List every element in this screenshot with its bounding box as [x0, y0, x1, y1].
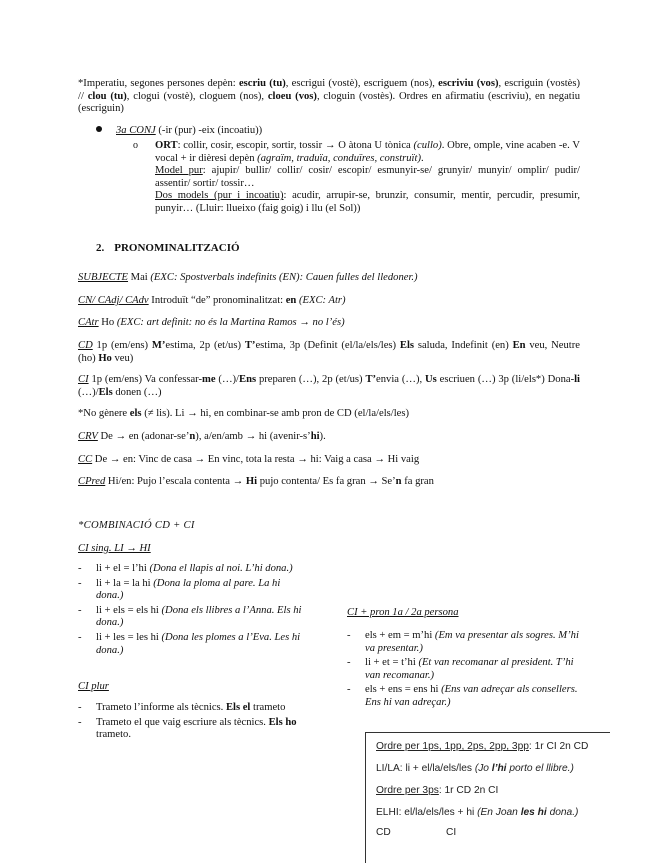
list-item	[78, 605, 308, 630]
conj3-heading	[116, 125, 262, 138]
list-item	[78, 632, 308, 657]
row-cpred	[78, 476, 580, 489]
text: De → en: Vinc de casa → En vinc, tota la resta → hi: Vaig a casa → Hi vaig	[92, 454, 420, 465]
bold-text: T’	[365, 374, 377, 385]
model-pur-paragraph	[155, 165, 580, 190]
bold-text: cloeu (vos)	[267, 90, 317, 102]
example: dona.)	[546, 807, 579, 818]
bold-text: Els	[98, 386, 113, 398]
example: (Dona el llapis al noi. L’hi dona.)	[149, 563, 293, 574]
row-label: CI	[78, 374, 89, 385]
dash: -	[347, 684, 351, 696]
box-row	[376, 807, 578, 820]
text: , escriguin (vostès) //	[78, 78, 580, 102]
bold-text: clou (tu)	[87, 90, 127, 102]
section-title: PRONOMINALITZACIÓ	[114, 242, 240, 254]
row-subjecte	[78, 272, 580, 285]
text: veu, Neutre (ho)	[78, 340, 580, 364]
text: CD	[376, 827, 391, 838]
text: (-ir (pur) -eix (incoatiu))	[155, 125, 263, 136]
text: : acudir, arrupir-se, brunzir, consumir, mentir, percudir, presumir, punyir… (Lluir: llueixo (faig goig) i llu (el Sol))	[155, 190, 580, 214]
text: escriuen (…) 3p (li/els*) Dona-	[436, 374, 575, 385]
example: (EXC: Spostverbals indefinits (EN): Cauen fulles del lledoner.)	[150, 272, 418, 283]
bold-text: T’	[244, 340, 256, 351]
bold-text: Us	[425, 374, 437, 385]
bold-text: Ho	[98, 352, 112, 364]
bold-text: en	[285, 295, 297, 306]
text: trameto.	[96, 729, 132, 741]
bold-text: Els ho	[268, 716, 297, 728]
text: *No gènere	[78, 408, 130, 419]
text: 1p (em/ens)	[92, 340, 152, 351]
text: (…)/	[215, 374, 240, 385]
text: ).	[319, 431, 326, 442]
row-label: CPred	[78, 476, 106, 487]
ci-pron-title: CI + pron 1a / 2a persona	[347, 607, 459, 618]
text: ELHI: el/la/els/les + hi	[376, 807, 478, 818]
row-label: CRV	[78, 431, 98, 442]
text: Trameto l’informe als tècnics.	[96, 702, 226, 713]
box-row	[376, 741, 588, 754]
row-label: SUBJECTE	[78, 272, 129, 283]
list-item	[78, 563, 308, 576]
box-row	[376, 785, 498, 798]
bold-text: M’	[151, 340, 166, 351]
label: Ordre per 1ps, 1pp, 2ps, 2pp, 3pp	[376, 741, 529, 752]
text: donen (…)	[112, 386, 162, 398]
text: .	[420, 152, 424, 164]
row-cd	[78, 340, 580, 365]
ci-sing-list	[78, 563, 308, 659]
text: De → en (adonar-se’	[97, 431, 190, 442]
text: Introduït “de” pronominalitzat:	[148, 295, 286, 306]
bold-text: ORT	[155, 140, 178, 151]
box-row	[376, 763, 574, 776]
text: Ho	[98, 317, 117, 328]
text: : ajupir/ bullir/ collir/ cosir/ escopir/ esmunyir-se/ grunyir/ munyir/ omplir/ pudir/ assentir/ sortir/ tossir…	[155, 165, 580, 189]
row-catr	[78, 317, 580, 330]
bold-text: els	[129, 408, 142, 419]
dash: -	[347, 657, 351, 669]
dash: -	[78, 604, 82, 616]
example: (Jo	[474, 763, 492, 774]
example: (Ens van adreçar als consellers. Ens hi van adreçar.)	[365, 684, 578, 708]
dos-models-paragraph	[155, 190, 580, 215]
list-item	[78, 717, 312, 742]
text: . Obre, omple, vine acaben -e. V vocal + ir dièresi depèn	[155, 140, 580, 164]
row-cc	[78, 454, 580, 467]
label: Ordre per 3ps	[376, 785, 439, 796]
text: : collir, cosir, escopir, sortir, tossir → O àtona U tònica	[177, 140, 414, 151]
text: li + els = els hi	[96, 604, 162, 616]
bold-text: hi	[310, 431, 320, 442]
ci-plur-title: CI plur	[78, 681, 109, 692]
combinacio-title: *COMBINACIÓ CD + CI	[78, 520, 195, 531]
text: fa gran	[401, 476, 434, 487]
text: veu)	[111, 352, 134, 364]
list-item	[347, 630, 580, 655]
bold-text: En	[512, 340, 526, 351]
imperatiu-paragraph	[78, 78, 580, 116]
text: preparen (…), 2p (et/us)	[256, 374, 366, 385]
text: ), a/en/amb → hi (avenir-s’	[195, 431, 311, 442]
section-heading	[96, 242, 240, 255]
example: (EXC: art definit: no és la Martina Ramos → no l’és)	[116, 317, 345, 328]
text: Hi/en: Pujo l’escala contenta →	[105, 476, 246, 487]
example: (En Joan	[477, 807, 521, 818]
row-cn	[78, 295, 580, 308]
text: (≠ lis). Li → hi, en combinar-se amb pron de CD (el/la/els/les)	[141, 408, 409, 419]
bold-text: Els el	[225, 702, 251, 713]
box-row	[446, 827, 456, 840]
text: Mai	[128, 272, 151, 283]
order-summary-box	[365, 732, 610, 863]
conj3-details	[155, 140, 580, 216]
list-item	[78, 578, 308, 603]
text: li + et = t’hi	[365, 657, 419, 669]
box-row	[376, 827, 391, 840]
bold-text: les hi	[520, 807, 547, 818]
example: (EXC: Atr)	[296, 295, 346, 306]
text: li + la = la hi	[96, 577, 154, 589]
bold-text: Ens	[239, 374, 257, 385]
dash: -	[78, 716, 82, 728]
dash: -	[78, 563, 82, 574]
example: (Em va presentar als sogres. M’hi va presentar.)	[365, 630, 579, 654]
text: li + el = l’hi	[96, 563, 150, 574]
text: *Imperatiu, segones persones depèn:	[78, 78, 239, 89]
text: saluda, Indefinit (en)	[414, 340, 513, 351]
label: Dos models (pur i incoatiu)	[155, 190, 284, 202]
bold-text: n	[189, 431, 196, 442]
row-label: CC	[78, 454, 93, 465]
row-note	[78, 408, 580, 421]
ci-sing-title: CI sing. LI → HI	[78, 543, 151, 554]
ort-paragraph	[155, 140, 580, 165]
text: els + ens = ens hi	[365, 684, 442, 696]
text: : 1r CI 2n CD	[528, 741, 589, 752]
bold-text: n	[395, 476, 402, 487]
example: (Dona les plomes a l’Eva. Les hi dona.)	[96, 631, 301, 656]
text: els + em = m’hi	[365, 630, 435, 641]
row-label: CD	[78, 340, 93, 351]
example: porto el llibre.)	[506, 763, 574, 774]
bold-text: escriu (tu)	[238, 78, 286, 89]
example: (agraïm, traduïa, conduïres, construït)	[257, 152, 421, 164]
text: estima, 3p (Definit (el/la/els/les)	[255, 340, 400, 351]
text: trameto	[250, 702, 286, 713]
conj3-title: 3a CONJ	[116, 125, 156, 136]
row-label: CAtr	[78, 317, 99, 328]
list-item	[347, 684, 580, 709]
example: (Dona els llibres a l’Anna. Els hi dona.)	[96, 604, 302, 629]
text: estima, 2p (et/us)	[165, 340, 245, 351]
dash: -	[78, 702, 82, 713]
text: li + les = les hi	[96, 631, 162, 643]
text: CI	[446, 827, 457, 838]
ci-plur-list	[78, 702, 312, 744]
bold-text: l’hi	[491, 763, 507, 774]
bold-text: Els	[399, 340, 415, 351]
bold-text: li	[574, 374, 580, 385]
text: , escrigui (vostè), escriguem (nos),	[285, 78, 439, 89]
row-label: CN/ CAdj/ CAdv	[78, 295, 149, 306]
bold-text: me	[202, 374, 216, 385]
example: (Et van recomanar al president. T’hi van recomanar.)	[365, 657, 574, 681]
text: , clogui (vostè), cloguem (nos),	[126, 90, 268, 102]
text: LI/LA: li + el/la/els/les	[376, 763, 475, 774]
bullet-icon	[96, 126, 102, 132]
bold-text: Hi	[245, 476, 258, 487]
row-crv	[78, 431, 580, 444]
text: 1p (em/ens) Va confessar-	[88, 374, 203, 385]
text: : 1r CD 2n CI	[438, 785, 499, 796]
text: Trameto el que vaig escriure als tècnics.	[96, 716, 269, 728]
list-item	[78, 702, 312, 715]
dash: -	[78, 577, 82, 589]
text: envia (…),	[376, 374, 426, 385]
row-ci	[78, 374, 580, 399]
label: Model pur	[155, 165, 203, 177]
section-number: 2.	[96, 242, 105, 254]
circle-marker-icon: o	[133, 140, 138, 151]
example: (cullo)	[413, 140, 442, 151]
example: (Dona la ploma al pare. La hi dona.)	[96, 577, 281, 602]
dash: -	[347, 630, 351, 641]
list-item	[347, 657, 580, 682]
bold-text: escriviu (vos)	[438, 78, 499, 89]
ci-pron-list	[347, 630, 580, 712]
dash: -	[78, 631, 82, 643]
text: pujo contenta/ Es fa gran → Se’	[257, 476, 396, 487]
text: (…)/	[78, 386, 99, 398]
text: , cloguin (vostès). Ordres en afirmatiu (escriviu), en negatiu (escriguin)	[78, 90, 580, 115]
